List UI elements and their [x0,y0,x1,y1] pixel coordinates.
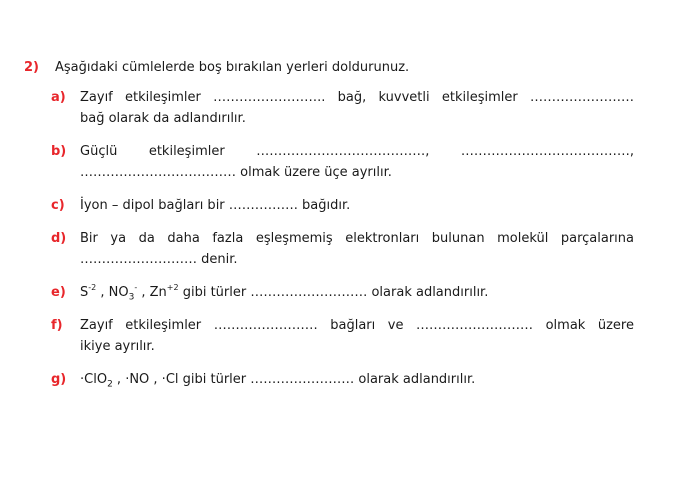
item-g-rest: , ·NO , ·Cl gibi türler …………………… olarak adlandırılır. [112,372,476,387]
item-f-line2: ikiye ayrılır. [80,339,155,354]
nitrate-symbol: , NO [96,285,129,300]
item-d-label: d) [51,231,67,246]
item-g-text [80,369,634,390]
item-e-rest: gibi türler ……………………… olarak adlandırılır. [178,285,489,300]
item-c-line1: İyon – dipol bağları bir ……………. bağıdır. [80,198,351,213]
nitrate-subscript: 3 [128,292,135,303]
chlorine-dioxide-subscript: 2 [107,379,113,390]
item-c-label: c) [51,198,65,213]
item-d-line2: ……………………… denir. [80,252,238,267]
item-b [51,141,634,183]
nitrate-charge: - [134,282,138,292]
item-a-line1: Zayıf etkileşimler …………………….. bağ, kuvvetli etkileşimler …………………… [80,90,634,105]
item-a-line2: bağ olarak da adlandırılır. [80,111,246,126]
item-e-line1 [80,282,634,303]
item-e-text [80,282,634,303]
item-e [51,282,634,303]
question-2 [24,58,634,402]
item-f-label: f) [51,318,63,333]
item-f-text [80,315,634,357]
item-a-label: a) [51,90,66,105]
item-c-text [80,195,634,216]
item-b-line1: Güçlü etkileşimler …………………………………, …………………………………, [80,144,634,159]
sulfide-symbol: S [80,285,89,300]
item-b-text [80,141,634,183]
item-list [51,87,634,390]
item-d [51,228,634,270]
item-g-label: g) [51,372,67,387]
item-c [51,195,634,216]
question-prompt: Aşağıdaki cümlelerde boş bırakılan yerleri doldurunuz. [55,60,410,75]
zinc-charge: +2 [166,282,179,292]
item-b-label: b) [51,144,67,159]
question-header [24,58,634,78]
item-f-line1: Zayıf etkileşimler …………………… bağları ve ……………………… olmak üzere [80,318,634,333]
item-g [51,369,634,390]
item-d-line1: Bir ya da daha fazla eşleşmemiş elektronları bulunan molekül parçalarına [80,231,634,246]
zinc-symbol: , Zn [137,285,167,300]
item-d-text [80,228,634,270]
item-g-line1 [80,369,634,390]
item-b-line2: ……………………………… olmak üzere üçe ayrılır. [80,165,392,180]
chlorine-dioxide-symbol: ·ClO [80,372,108,387]
question-number: 2) [24,60,39,75]
item-a [51,87,634,129]
sulfide-charge: -2 [88,282,97,292]
item-e-label: e) [51,285,66,300]
item-f [51,315,634,357]
item-a-text [80,87,634,129]
